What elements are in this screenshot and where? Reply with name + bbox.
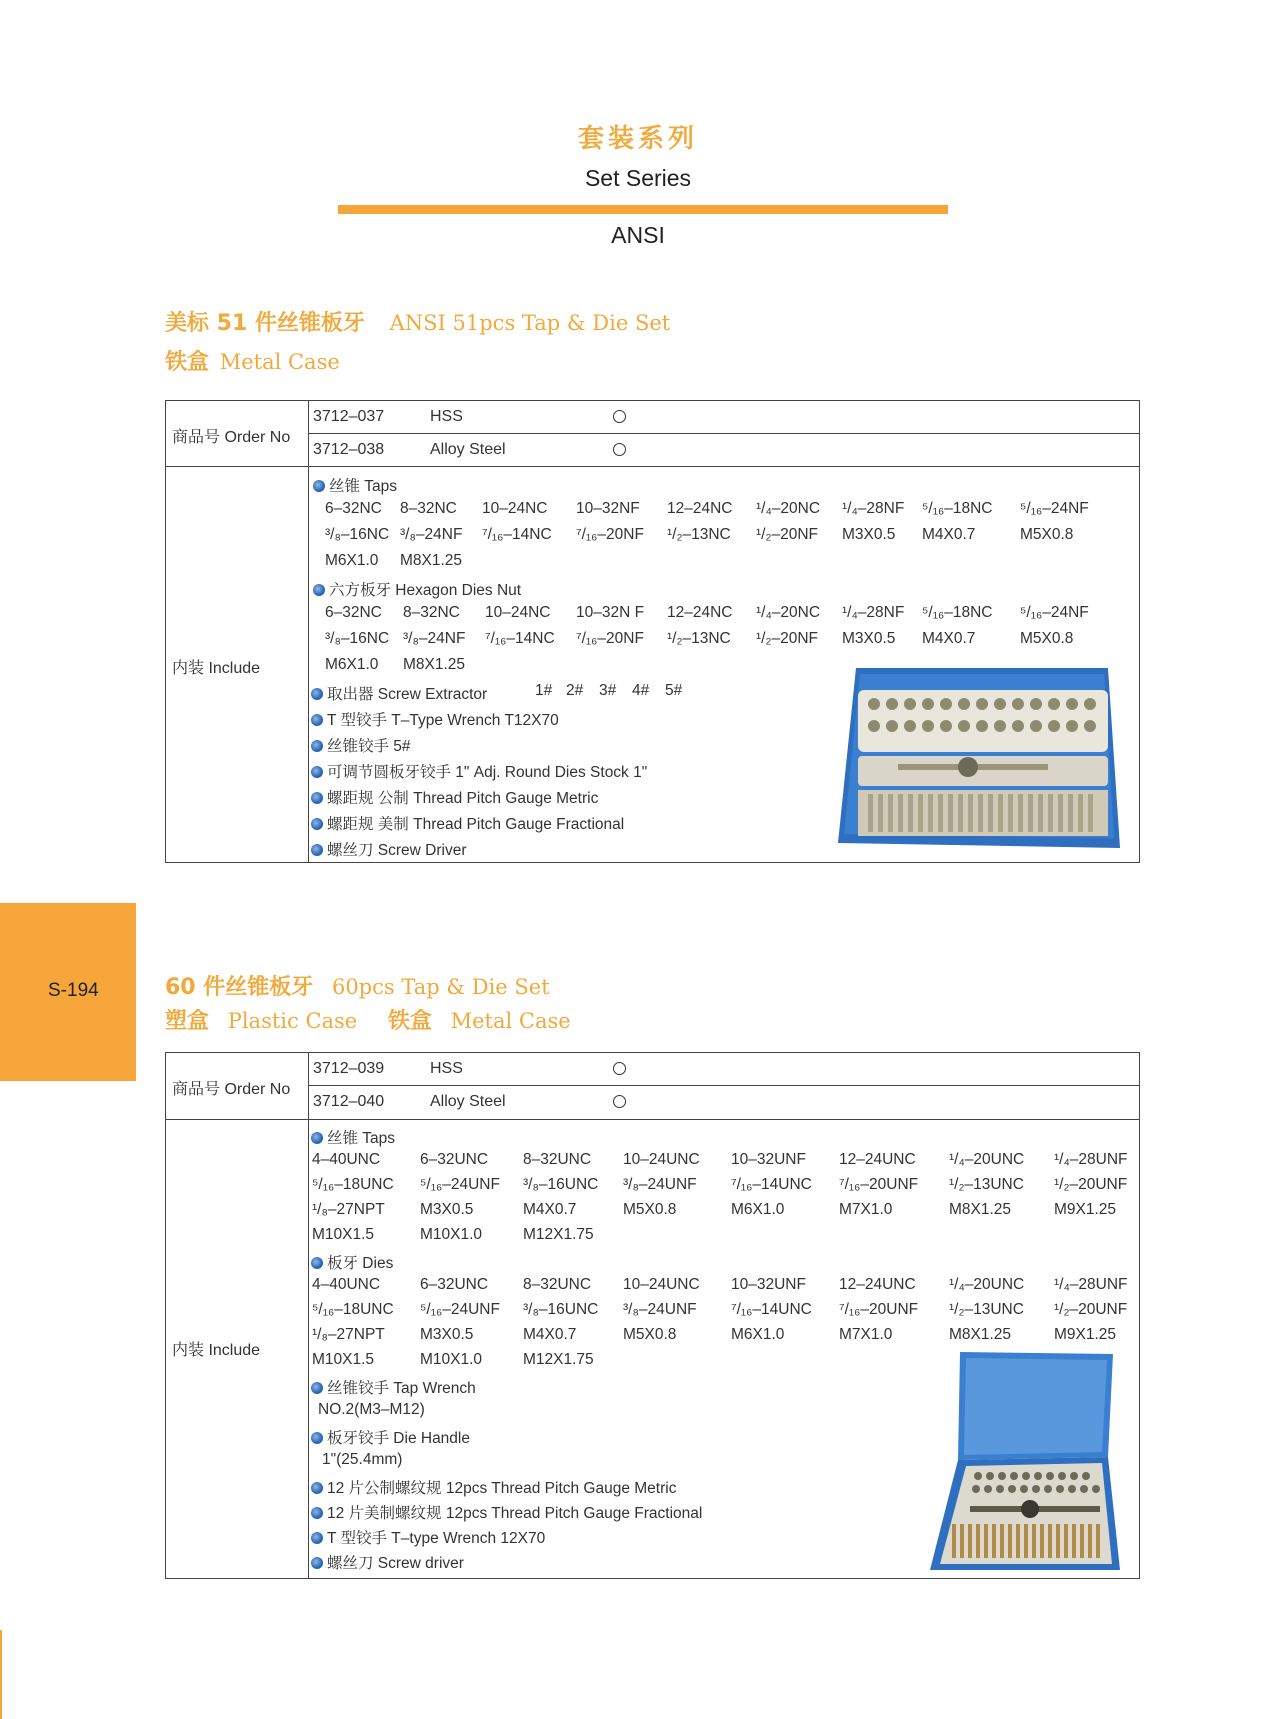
spec-item: M5X0.8 <box>1020 630 1074 647</box>
bullet-icon <box>311 714 323 726</box>
list-item: 螺丝刀 Screw Driver <box>311 838 467 860</box>
spec-item: M12X1.75 <box>523 1226 594 1243</box>
bullet-icon <box>311 1557 323 1569</box>
spec-item: M4X0.7 <box>922 526 976 543</box>
list-item: 螺距规 公制 Thread Pitch Gauge Metric <box>311 786 598 808</box>
spec-item: 10–24UNC <box>623 1276 700 1293</box>
spec-item: M5X0.8 <box>623 1326 677 1343</box>
order-material: HSS <box>430 1060 463 1077</box>
spec-item: ¹/₂–20UNF <box>1054 1176 1128 1193</box>
spec-item: 8–32UNC <box>523 1151 592 1168</box>
spec-item: M10X1.0 <box>420 1351 483 1368</box>
spec-item: 12–24NC <box>667 500 733 517</box>
product-photo-60pcs-set <box>930 1352 1120 1574</box>
spec-item: M4X0.7 <box>523 1326 577 1343</box>
spec-item: 5# <box>665 682 683 699</box>
page-title-en: Set Series <box>584 165 692 191</box>
spec-item: ³/₈–24NF <box>403 630 466 647</box>
spec-item: ¹/₈–27NPT <box>312 1326 385 1343</box>
spec-item: ¹/₄–20NC <box>756 500 821 517</box>
spec-item: M9X1.25 <box>1054 1201 1117 1218</box>
order-material: HSS <box>430 408 463 425</box>
spec-item: ³/₈–16NC <box>325 526 390 543</box>
spec-item: ⁵/₁₆–18UNC <box>312 1301 394 1318</box>
bullet-icon <box>311 688 323 700</box>
spec-item: 10–32UNF <box>731 1151 806 1168</box>
spec-item: 4–40UNC <box>312 1276 381 1293</box>
spec-item: 6–32NC <box>325 604 382 621</box>
spec-item: ¹/₄–20UNC <box>949 1151 1025 1168</box>
spec-item: ¹/₂–13UNC <box>949 1301 1024 1318</box>
spec-item: ¹/₂–20NF <box>756 630 819 647</box>
spec-item: ⁷/₁₆–20UNF <box>839 1301 919 1318</box>
spec-item: ⁷/₁₆–20NF <box>576 630 644 647</box>
bullet-icon <box>311 1132 323 1144</box>
spec-item: M6X1.0 <box>731 1326 785 1343</box>
spec-item: M5X0.8 <box>623 1201 677 1218</box>
page-subtitle: ANSI <box>611 222 665 248</box>
spec-item: M3X0.5 <box>842 630 896 647</box>
spec-item: M7X1.0 <box>839 1201 893 1218</box>
die-handle-row: 板牙铰手 Die Handle <box>311 1426 470 1448</box>
spec-item: ⁵/₁₆–24UNF <box>420 1301 500 1318</box>
spec-item: 10–24NC <box>482 500 548 517</box>
spec-item: ⁷/₁₆–14UNC <box>731 1176 812 1193</box>
spec-item: ³/₈–24NF <box>400 526 463 543</box>
list-item: 12 片美制螺纹规 12pcs Thread Pitch Gauge Fractional <box>311 1501 702 1523</box>
spec-item: ¹/₂–20UNF <box>1054 1301 1128 1318</box>
edge-accent-line <box>0 1630 2 1719</box>
tap-wrench-value: NO.2(M3–M12) <box>318 1401 425 1418</box>
section2-case1-cn: 塑盒 <box>165 1009 210 1034</box>
spec-item: ¹/₄–28NF <box>842 604 905 621</box>
spec-item: ⁷/₁₆–14NC <box>482 526 552 543</box>
list-item: 螺丝刀 Screw driver <box>311 1551 464 1573</box>
bullet-icon <box>311 844 323 856</box>
section2-title-cn: 60 件丝锥板牙 <box>165 975 314 1000</box>
section1-title <box>165 306 670 337</box>
spec-item: ³/₈–24UNF <box>623 1176 697 1193</box>
spec-item: ⁵/₁₆–18NC <box>922 604 993 621</box>
spec-item: M4X0.7 <box>523 1201 577 1218</box>
spec-item: M8X1.25 <box>403 656 466 673</box>
spec-item: 12–24UNC <box>839 1151 916 1168</box>
spec-item: ¹/₄–20NC <box>756 604 821 621</box>
spec-item: M6X1.0 <box>325 552 379 569</box>
order-no-label: 商品号 Order No <box>172 1081 291 1098</box>
bullet-icon <box>311 766 323 778</box>
include-label: 内装 Include <box>172 660 261 677</box>
spec-item: ¹/₂–13UNC <box>949 1176 1024 1193</box>
spec-item: M8X1.25 <box>949 1201 1012 1218</box>
spec-item: ⁷/₁₆–14NC <box>485 630 555 647</box>
spec-item: M7X1.0 <box>839 1326 893 1343</box>
list-item: T 型铰手 T–Type Wrench T12X70 <box>311 708 559 730</box>
spec-item: ⁵/₁₆–18NC <box>922 500 993 517</box>
list-item: 12 片公制螺纹规 12pcs Thread Pitch Gauge Metric <box>311 1476 676 1498</box>
spec-item: M8X1.25 <box>400 552 463 569</box>
order-no-label: 商品号 Order No <box>172 429 291 446</box>
spec-item: ⁵/₁₆–24NF <box>1020 500 1089 517</box>
spec-item: 10–32UNF <box>731 1276 806 1293</box>
section1-title-cn: 美标 51 件丝锥板牙 <box>165 311 365 336</box>
list-item: 螺距规 美制 Thread Pitch Gauge Fractional <box>311 812 624 834</box>
section2-case1-en: Plastic Case <box>227 1009 358 1033</box>
spec-item: M3X0.5 <box>420 1326 474 1343</box>
spec-item: 4# <box>632 682 650 699</box>
list-item: 可调节圆板牙铰手 1" Adj. Round Dies Stock 1" <box>311 760 647 782</box>
spec-item: 1# <box>535 682 553 699</box>
taps-heading: 丝锥 Taps <box>311 1126 395 1148</box>
spec-item: ¹/₄–28UNF <box>1054 1151 1128 1168</box>
bullet-icon <box>311 1432 323 1444</box>
section2-title-en: 60pcs Tap & Die Set <box>331 975 550 999</box>
spec-item: M4X0.7 <box>922 630 976 647</box>
list-item: 丝锥铰手 5# <box>311 734 411 756</box>
spec-item: 12–24NC <box>667 604 733 621</box>
extractor-row: 取出器 Screw Extractor <box>311 682 487 704</box>
spec-item: 6–32UNC <box>420 1151 489 1168</box>
section1-case-cn: 铁盒 <box>165 350 210 375</box>
page-title-cn: 套装系列 <box>577 124 698 154</box>
spec-item: ³/₈–16NC <box>325 630 390 647</box>
spec-item: 4–40UNC <box>312 1151 381 1168</box>
section2-case2-en: Metal Case <box>450 1009 571 1033</box>
order-number: 3712–040 <box>313 1093 385 1110</box>
spec-item: 10–24UNC <box>623 1151 700 1168</box>
availability-mark <box>613 443 626 456</box>
spec-item: ³/₈–24UNF <box>623 1301 697 1318</box>
spec-item: M6X1.0 <box>731 1201 785 1218</box>
bullet-icon <box>311 1532 323 1544</box>
bullet-icon <box>313 584 325 596</box>
dies-heading: 板牙 Dies <box>311 1251 393 1273</box>
section1-case-en: Metal Case <box>219 350 340 374</box>
taps-heading: 丝锥 Taps <box>313 474 397 496</box>
tap-wrench-row: 丝锥铰手 Tap Wrench <box>311 1376 476 1398</box>
order-number: 3712–038 <box>313 441 385 458</box>
spec-item: ¹/₈–27NPT <box>312 1201 385 1218</box>
bullet-icon <box>311 818 323 830</box>
spec-item: M9X1.25 <box>1054 1326 1117 1343</box>
spec-item: ⁵/₁₆–24UNF <box>420 1176 500 1193</box>
order-number: 3712–039 <box>313 1060 385 1077</box>
spec-item: ⁷/₁₆–20UNF <box>839 1176 919 1193</box>
page-number: S-194 <box>48 980 99 1001</box>
spec-item: 6–32NC <box>325 500 382 517</box>
bullet-icon <box>311 1507 323 1519</box>
spec-item: ¹/₂–20NF <box>756 526 819 543</box>
spec-item: M10X1.5 <box>312 1351 375 1368</box>
include-label: 内装 Include <box>172 1342 261 1359</box>
spec-item: 10–32N F <box>576 604 645 621</box>
spec-item: 8–32UNC <box>523 1276 592 1293</box>
spec-item: M10X1.0 <box>420 1226 483 1243</box>
spec-item: M10X1.5 <box>312 1226 375 1243</box>
dies-heading: 六方板牙 Hexagon Dies Nut <box>313 578 521 600</box>
spec-item: ¹/₄–20UNC <box>949 1276 1025 1293</box>
spec-item: ¹/₂–13NC <box>667 526 731 543</box>
order-material: Alloy Steel <box>430 441 506 458</box>
bullet-icon <box>311 1482 323 1494</box>
spec-item: M6X1.0 <box>325 656 379 673</box>
product-photo-51pcs-set <box>838 668 1120 848</box>
spec-item: M12X1.75 <box>523 1351 594 1368</box>
bullet-icon <box>311 792 323 804</box>
section1-case <box>165 345 340 376</box>
spec-item: ⁷/₁₆–20NF <box>576 526 644 543</box>
spec-item: ⁵/₁₆–24NF <box>1020 604 1089 621</box>
spec-item: 3# <box>599 682 617 699</box>
bullet-icon <box>311 1382 323 1394</box>
spec-item: 2# <box>566 682 584 699</box>
spec-item: 8–32NC <box>403 604 460 621</box>
spec-item: 12–24UNC <box>839 1276 916 1293</box>
section2-case2-cn: 铁盒 <box>387 1009 432 1034</box>
spec-item: ¹/₂–13NC <box>667 630 731 647</box>
spec-item: ³/₈–16UNC <box>523 1301 599 1318</box>
spec-item: ¹/₄–28NF <box>842 500 905 517</box>
spec-item: M8X1.25 <box>949 1326 1012 1343</box>
spec-item: 10–24NC <box>485 604 551 621</box>
spec-item: M3X0.5 <box>420 1201 474 1218</box>
order-material: Alloy Steel <box>430 1093 506 1110</box>
section2-case <box>165 1004 571 1035</box>
spec-item: ⁷/₁₆–14UNC <box>731 1301 812 1318</box>
spec-item: 8–32NC <box>400 500 457 517</box>
bullet-icon <box>311 740 323 752</box>
availability-mark <box>613 410 626 423</box>
availability-mark <box>613 1062 626 1075</box>
availability-mark <box>613 1095 626 1108</box>
spec-item: M3X0.5 <box>842 526 896 543</box>
die-handle-value: 1"(25.4mm) <box>322 1451 403 1468</box>
page-number-tab <box>0 903 136 1081</box>
spec-item: M5X0.8 <box>1020 526 1074 543</box>
order-number: 3712–037 <box>313 408 385 425</box>
list-item: T 型铰手 T–type Wrench 12X70 <box>311 1526 545 1548</box>
spec-item: 10–32NF <box>576 500 640 517</box>
bullet-icon <box>311 1257 323 1269</box>
bullet-icon <box>313 480 325 492</box>
spec-item: ¹/₄–28UNF <box>1054 1276 1128 1293</box>
spec-item: 6–32UNC <box>420 1276 489 1293</box>
title-divider <box>338 205 948 214</box>
section2-title <box>165 970 550 1001</box>
spec-item: ⁵/₁₆–18UNC <box>312 1176 394 1193</box>
section1-title-en: ANSI 51pcs Tap & Die Set <box>389 311 671 335</box>
spec-item: ³/₈–16UNC <box>523 1176 599 1193</box>
